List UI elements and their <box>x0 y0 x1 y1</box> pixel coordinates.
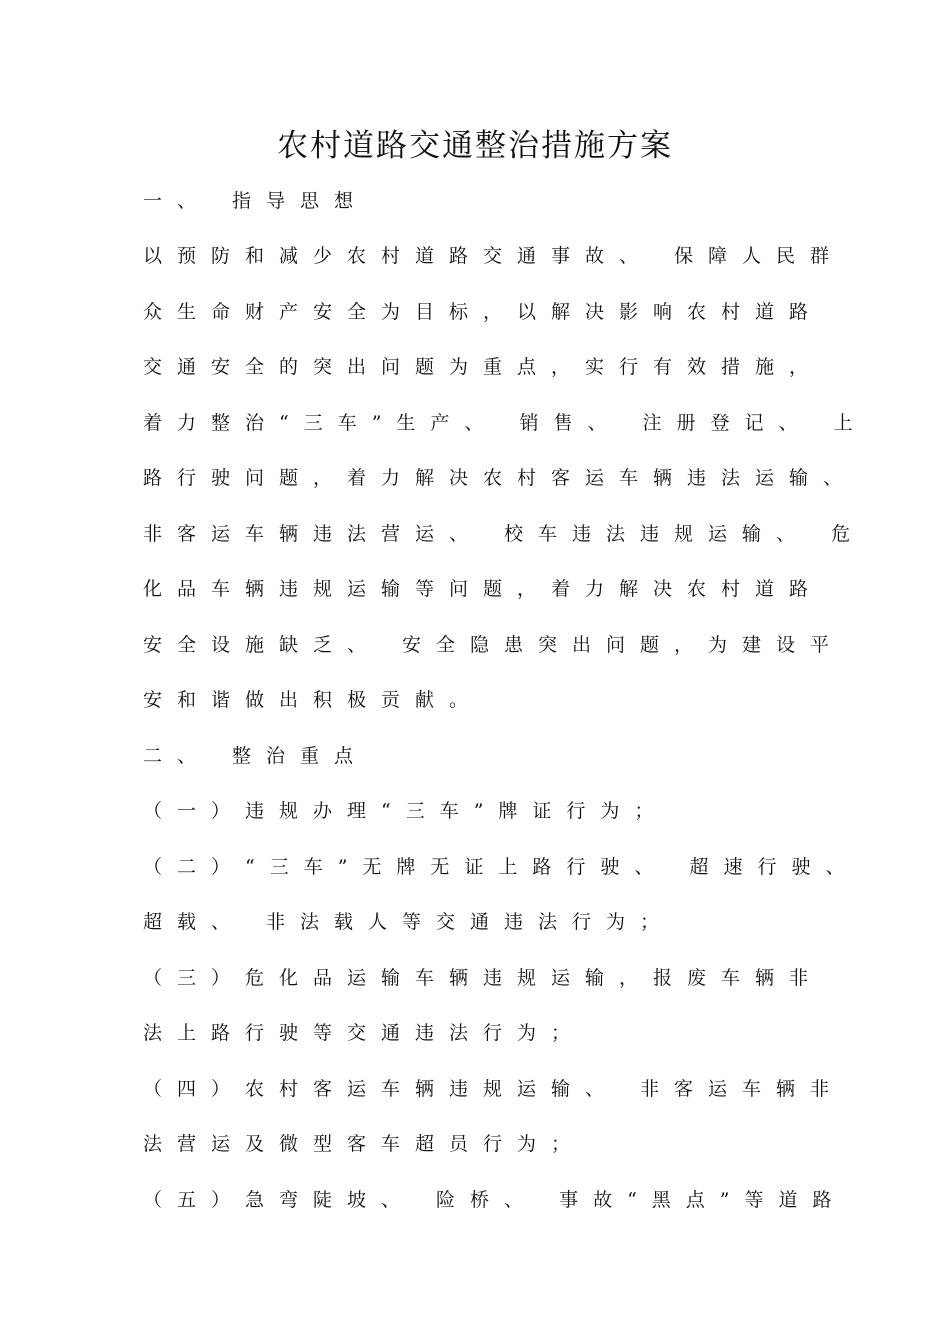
paragraph-line: 以预防和减少农村道路交通事故、 保障人民群 <box>143 245 845 267</box>
section-heading-1: 一、 指导思想 <box>143 190 369 212</box>
paragraph-line: 路行驶问题，着力解决农村客运车辆违法运输、 <box>143 467 858 489</box>
paragraph-line: 非客运车辆违法营运、 校车违法违规运输、 危 <box>143 523 866 545</box>
paragraph-line: 着力整治“三车”生产、 销售、 注册登记、 上 <box>143 412 868 434</box>
paragraph-line: 交通安全的突出问题为重点，实行有效措施， <box>143 356 824 378</box>
list-item-continued: 法上路行驶等交通违法行为； <box>143 1022 586 1044</box>
list-item: （四）农村客运车辆违规运输、 非客运车辆非 <box>143 1078 845 1100</box>
list-item-continued: 法营运及微型客车超员行为； <box>143 1133 586 1155</box>
list-item: （一）违规办理“三车”牌证行为； <box>143 800 669 822</box>
list-item-continued: 超载、 非法载人等交通违法行为； <box>143 911 675 933</box>
paragraph-line: 化品车辆违规运输等问题，着力解决农村道路 <box>143 578 824 600</box>
list-item: （二）“三车”无牌无证上路行驶、 超速行驶、 <box>143 856 860 878</box>
paragraph-line: 众生命财产安全为目标，以解决影响农村道路 <box>143 301 824 323</box>
list-item: （五）急弯陡坡、 险桥、 事故“黑点”等道路 <box>143 1189 847 1211</box>
paragraph-line: 安全设施缺乏、 安全隐患突出问题，为建设平 <box>143 634 845 656</box>
section-heading-2: 二、 整治重点 <box>143 745 369 767</box>
document-title: 农村道路交通整治措施方案 <box>277 128 673 164</box>
paragraph-line: 安和谐做出积极贡献。 <box>143 689 484 711</box>
list-item: （三）危化品运输车辆违规运输，报废车辆非 <box>143 967 824 989</box>
